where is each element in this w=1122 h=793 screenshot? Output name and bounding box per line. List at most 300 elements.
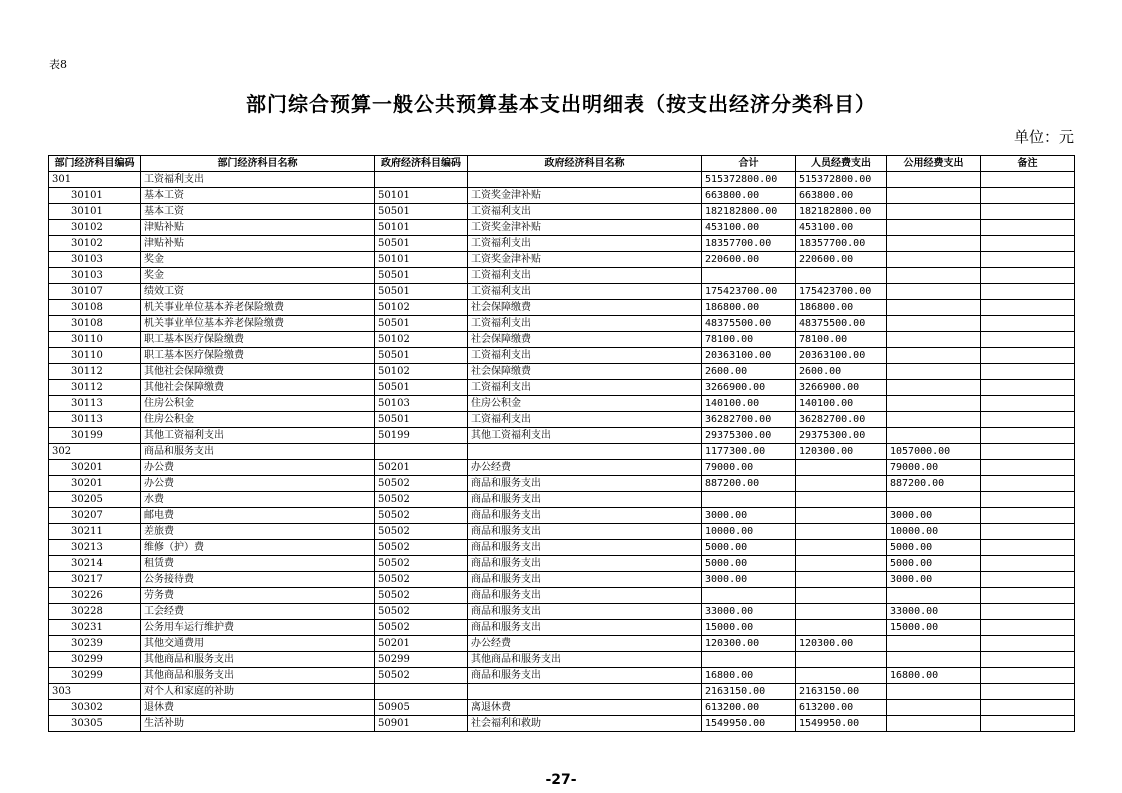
cell-public: [887, 700, 981, 716]
cell-personnel: [796, 556, 887, 572]
cell-dept-code: 30103: [49, 252, 141, 268]
cell-gov-name: [468, 172, 702, 188]
cell-public: 887200.00: [887, 476, 981, 492]
cell-gov-name: 工资福利支出: [468, 268, 702, 284]
table-row: [49, 268, 1075, 284]
table-row: [49, 588, 1075, 604]
sheet-label: 表8: [49, 58, 67, 71]
cell-public: 5000.00: [887, 540, 981, 556]
cell-public: [887, 204, 981, 220]
cell-gov-name: 商品和服务支出: [468, 540, 702, 556]
cell-gov-name: 工资福利支出: [468, 284, 702, 300]
table-row: [49, 668, 1075, 684]
cell-dept-name: 维修（护）费: [141, 540, 375, 556]
cell-public: [887, 364, 981, 380]
cell-dept-name: 劳务费: [141, 588, 375, 604]
table-row: [49, 700, 1075, 716]
cell-personnel: 78100.00: [796, 332, 887, 348]
cell-gov-code: 50502: [375, 620, 468, 636]
cell-dept-code: 30239: [49, 636, 141, 652]
cell-note: [981, 236, 1075, 252]
cell-dept-code: 30305: [49, 716, 141, 732]
cell-gov-code: 50502: [375, 540, 468, 556]
cell-gov-name: 办公经费: [468, 460, 702, 476]
cell-public: [887, 412, 981, 428]
table-row: [49, 572, 1075, 588]
column-header: 部门经济科目名称: [141, 156, 375, 172]
cell-gov-code: 50101: [375, 188, 468, 204]
cell-total: 175423700.00: [702, 284, 796, 300]
cell-total: 613200.00: [702, 700, 796, 716]
cell-gov-name: 工资福利支出: [468, 412, 702, 428]
cell-total: 78100.00: [702, 332, 796, 348]
cell-dept-name: 公务接待费: [141, 572, 375, 588]
cell-total: 48375500.00: [702, 316, 796, 332]
column-header: 部门经济科目编码: [49, 156, 141, 172]
cell-gov-code: 50101: [375, 252, 468, 268]
cell-gov-name: 商品和服务支出: [468, 620, 702, 636]
cell-personnel: [796, 620, 887, 636]
table-row: [49, 204, 1075, 220]
table-row: [49, 172, 1075, 188]
cell-dept-name: 其他社会保障缴费: [141, 380, 375, 396]
cell-personnel: 120300.00: [796, 444, 887, 460]
cell-gov-name: [468, 444, 702, 460]
table-body: [49, 172, 1075, 732]
column-header: 人员经费支出: [796, 156, 887, 172]
cell-total: [702, 588, 796, 604]
cell-gov-code: 50101: [375, 220, 468, 236]
cell-total: [702, 652, 796, 668]
cell-total: 3000.00: [702, 572, 796, 588]
cell-gov-code: 50501: [375, 348, 468, 364]
cell-dept-code: 30113: [49, 396, 141, 412]
cell-note: [981, 540, 1075, 556]
cell-total: 20363100.00: [702, 348, 796, 364]
table-row: [49, 604, 1075, 620]
cell-gov-code: 50501: [375, 316, 468, 332]
table-row: [49, 300, 1075, 316]
cell-public: [887, 636, 981, 652]
cell-public: 1057000.00: [887, 444, 981, 460]
cell-gov-name: 工资奖金津补贴: [468, 220, 702, 236]
cell-total: 453100.00: [702, 220, 796, 236]
cell-note: [981, 572, 1075, 588]
column-header: 政府经济科目编码: [375, 156, 468, 172]
cell-dept-code: 30112: [49, 380, 141, 396]
page-title: 部门综合预算一般公共预算基本支出明细表（按支出经济分类科目）: [246, 92, 876, 116]
cell-dept-name: 公务用车运行维护费: [141, 620, 375, 636]
table-row: [49, 284, 1075, 300]
cell-dept-code: 30211: [49, 524, 141, 540]
cell-dept-name: 基本工资: [141, 188, 375, 204]
table-row: [49, 508, 1075, 524]
cell-dept-name: 奖金: [141, 268, 375, 284]
cell-note: [981, 252, 1075, 268]
column-header: 合计: [702, 156, 796, 172]
cell-public: [887, 188, 981, 204]
unit-label: 单位：元: [1013, 128, 1074, 146]
cell-gov-name: 其他商品和服务支出: [468, 652, 702, 668]
cell-gov-code: 50501: [375, 380, 468, 396]
cell-dept-code: 30207: [49, 508, 141, 524]
cell-public: [887, 220, 981, 236]
cell-dept-code: 30228: [49, 604, 141, 620]
cell-total: 18357700.00: [702, 236, 796, 252]
cell-gov-code: 50299: [375, 652, 468, 668]
cell-personnel: [796, 604, 887, 620]
cell-personnel: [796, 492, 887, 508]
cell-public: [887, 316, 981, 332]
cell-dept-name: 其他商品和服务支出: [141, 668, 375, 684]
cell-note: [981, 460, 1075, 476]
table-row: [49, 348, 1075, 364]
cell-note: [981, 604, 1075, 620]
cell-dept-name: 职工基本医疗保险缴费: [141, 332, 375, 348]
cell-personnel: 175423700.00: [796, 284, 887, 300]
cell-note: [981, 364, 1075, 380]
cell-gov-code: 50199: [375, 428, 468, 444]
cell-dept-name: 其他商品和服务支出: [141, 652, 375, 668]
table-row: [49, 556, 1075, 572]
table-row: [49, 524, 1075, 540]
cell-gov-name: 工资奖金津补贴: [468, 252, 702, 268]
cell-public: 5000.00: [887, 556, 981, 572]
table-row: [49, 636, 1075, 652]
cell-total: 16800.00: [702, 668, 796, 684]
cell-personnel: [796, 524, 887, 540]
cell-dept-name: 其他工资福利支出: [141, 428, 375, 444]
cell-gov-name: 社会保障缴费: [468, 332, 702, 348]
table-row: [49, 396, 1075, 412]
cell-gov-name: 工资福利支出: [468, 348, 702, 364]
cell-dept-name: 办公费: [141, 460, 375, 476]
cell-dept-code: 30110: [49, 348, 141, 364]
cell-total: 5000.00: [702, 556, 796, 572]
cell-gov-name: 商品和服务支出: [468, 524, 702, 540]
cell-dept-name: 职工基本医疗保险缴费: [141, 348, 375, 364]
cell-gov-code: [375, 684, 468, 700]
cell-note: [981, 524, 1075, 540]
cell-gov-name: 离退休费: [468, 700, 702, 716]
cell-public: [887, 252, 981, 268]
cell-gov-code: 50201: [375, 460, 468, 476]
cell-dept-code: 30108: [49, 300, 141, 316]
cell-gov-code: 50501: [375, 204, 468, 220]
cell-public: 16800.00: [887, 668, 981, 684]
cell-total: 120300.00: [702, 636, 796, 652]
cell-public: [887, 716, 981, 732]
cell-total: 140100.00: [702, 396, 796, 412]
cell-gov-name: 商品和服务支出: [468, 604, 702, 620]
cell-gov-name: 社会保障缴费: [468, 300, 702, 316]
cell-gov-name: 商品和服务支出: [468, 476, 702, 492]
cell-note: [981, 428, 1075, 444]
cell-dept-code: 30101: [49, 204, 141, 220]
cell-note: [981, 700, 1075, 716]
cell-gov-code: 50502: [375, 588, 468, 604]
cell-dept-code: 303: [49, 684, 141, 700]
cell-gov-code: 50501: [375, 268, 468, 284]
cell-gov-code: 50905: [375, 700, 468, 716]
cell-gov-code: [375, 172, 468, 188]
table-row: [49, 652, 1075, 668]
cell-note: [981, 172, 1075, 188]
cell-dept-name: 津贴补贴: [141, 236, 375, 252]
cell-public: [887, 268, 981, 284]
cell-public: [887, 348, 981, 364]
cell-personnel: [796, 508, 887, 524]
cell-gov-code: 50502: [375, 668, 468, 684]
cell-total: 3266900.00: [702, 380, 796, 396]
cell-public: [887, 684, 981, 700]
cell-gov-name: 商品和服务支出: [468, 572, 702, 588]
cell-gov-name: 商品和服务支出: [468, 668, 702, 684]
cell-total: 15000.00: [702, 620, 796, 636]
cell-total: 1549950.00: [702, 716, 796, 732]
cell-dept-name: 奖金: [141, 252, 375, 268]
cell-dept-name: 其他交通费用: [141, 636, 375, 652]
cell-gov-code: 50502: [375, 556, 468, 572]
cell-dept-name: 工资福利支出: [141, 172, 375, 188]
cell-personnel: 613200.00: [796, 700, 887, 716]
cell-total: 182182800.00: [702, 204, 796, 220]
cell-note: [981, 716, 1075, 732]
cell-personnel: 220600.00: [796, 252, 887, 268]
cell-gov-code: 50502: [375, 572, 468, 588]
cell-public: [887, 300, 981, 316]
cell-personnel: 1549950.00: [796, 716, 887, 732]
cell-gov-name: 工资福利支出: [468, 236, 702, 252]
budget-table: [48, 155, 1075, 732]
cell-dept-code: 30101: [49, 188, 141, 204]
cell-public: 3000.00: [887, 508, 981, 524]
cell-public: [887, 380, 981, 396]
cell-public: [887, 284, 981, 300]
cell-dept-code: 30302: [49, 700, 141, 716]
table-row: [49, 412, 1075, 428]
cell-gov-name: 社会保障缴费: [468, 364, 702, 380]
cell-dept-code: 30102: [49, 220, 141, 236]
cell-gov-code: 50102: [375, 364, 468, 380]
cell-personnel: [796, 268, 887, 284]
cell-dept-name: 对个人和家庭的补助: [141, 684, 375, 700]
cell-note: [981, 492, 1075, 508]
cell-dept-name: 商品和服务支出: [141, 444, 375, 460]
cell-dept-code: 30213: [49, 540, 141, 556]
cell-total: 10000.00: [702, 524, 796, 540]
cell-gov-code: 50901: [375, 716, 468, 732]
cell-dept-code: 30299: [49, 652, 141, 668]
cell-dept-code: 30214: [49, 556, 141, 572]
cell-dept-name: 住房公积金: [141, 396, 375, 412]
cell-personnel: [796, 588, 887, 604]
cell-dept-name: 退休费: [141, 700, 375, 716]
column-header: 备注: [981, 156, 1075, 172]
cell-note: [981, 588, 1075, 604]
cell-dept-name: 办公费: [141, 476, 375, 492]
table-row: [49, 188, 1075, 204]
cell-personnel: 140100.00: [796, 396, 887, 412]
cell-dept-code: 30108: [49, 316, 141, 332]
cell-personnel: 120300.00: [796, 636, 887, 652]
cell-dept-code: 30201: [49, 476, 141, 492]
cell-personnel: 36282700.00: [796, 412, 887, 428]
cell-public: [887, 236, 981, 252]
cell-gov-code: 50102: [375, 332, 468, 348]
table-row: [49, 332, 1075, 348]
table-row: [49, 492, 1075, 508]
cell-dept-name: 机关事业单位基本养老保险缴费: [141, 316, 375, 332]
cell-gov-name: 工资奖金津补贴: [468, 188, 702, 204]
cell-gov-name: 商品和服务支出: [468, 508, 702, 524]
cell-dept-name: 工会经费: [141, 604, 375, 620]
cell-total: 2163150.00: [702, 684, 796, 700]
cell-total: 186800.00: [702, 300, 796, 316]
cell-gov-name: 其他工资福利支出: [468, 428, 702, 444]
cell-public: 10000.00: [887, 524, 981, 540]
cell-personnel: [796, 652, 887, 668]
table-row: [49, 620, 1075, 636]
cell-gov-name: 商品和服务支出: [468, 588, 702, 604]
table-row: [49, 220, 1075, 236]
cell-total: 663800.00: [702, 188, 796, 204]
cell-dept-code: 30201: [49, 460, 141, 476]
cell-total: 5000.00: [702, 540, 796, 556]
cell-dept-name: 差旅费: [141, 524, 375, 540]
cell-gov-name: 社会福利和救助: [468, 716, 702, 732]
table-row: [49, 460, 1075, 476]
cell-public: [887, 172, 981, 188]
table-row: [49, 380, 1075, 396]
cell-note: [981, 684, 1075, 700]
cell-dept-code: 30299: [49, 668, 141, 684]
cell-total: 33000.00: [702, 604, 796, 620]
cell-note: [981, 268, 1075, 284]
cell-dept-name: 基本工资: [141, 204, 375, 220]
cell-gov-code: 50502: [375, 524, 468, 540]
cell-note: [981, 476, 1075, 492]
cell-total: 3000.00: [702, 508, 796, 524]
cell-personnel: 515372800.00: [796, 172, 887, 188]
cell-note: [981, 300, 1075, 316]
cell-public: [887, 332, 981, 348]
cell-gov-code: 50502: [375, 492, 468, 508]
column-header: 公用经费支出: [887, 156, 981, 172]
cell-dept-name: 邮电费: [141, 508, 375, 524]
cell-note: [981, 380, 1075, 396]
table-row: [49, 428, 1075, 444]
table-row: [49, 444, 1075, 460]
cell-total: 2600.00: [702, 364, 796, 380]
cell-dept-code: 30217: [49, 572, 141, 588]
cell-personnel: 2163150.00: [796, 684, 887, 700]
table-row: [49, 236, 1075, 252]
cell-personnel: 453100.00: [796, 220, 887, 236]
cell-personnel: 2600.00: [796, 364, 887, 380]
cell-public: 33000.00: [887, 604, 981, 620]
cell-total: 1177300.00: [702, 444, 796, 460]
cell-dept-name: 津贴补贴: [141, 220, 375, 236]
cell-public: 79000.00: [887, 460, 981, 476]
table-header-row: [49, 156, 1075, 172]
cell-personnel: 20363100.00: [796, 348, 887, 364]
cell-note: [981, 188, 1075, 204]
cell-gov-code: 50502: [375, 508, 468, 524]
cell-dept-code: 302: [49, 444, 141, 460]
cell-note: [981, 284, 1075, 300]
cell-personnel: 48375500.00: [796, 316, 887, 332]
cell-personnel: [796, 668, 887, 684]
cell-note: [981, 556, 1075, 572]
cell-personnel: 182182800.00: [796, 204, 887, 220]
cell-gov-name: 工资福利支出: [468, 204, 702, 220]
cell-total: 515372800.00: [702, 172, 796, 188]
cell-note: [981, 636, 1075, 652]
cell-gov-code: 50201: [375, 636, 468, 652]
cell-personnel: 186800.00: [796, 300, 887, 316]
cell-dept-name: 生活补助: [141, 716, 375, 732]
cell-note: [981, 396, 1075, 412]
cell-personnel: 663800.00: [796, 188, 887, 204]
cell-note: [981, 620, 1075, 636]
cell-dept-code: 30112: [49, 364, 141, 380]
cell-total: [702, 268, 796, 284]
cell-gov-code: 50502: [375, 476, 468, 492]
table-row: [49, 716, 1075, 732]
page-number: -27-: [545, 772, 577, 788]
cell-gov-code: 50501: [375, 284, 468, 300]
cell-note: [981, 348, 1075, 364]
cell-dept-code: 30226: [49, 588, 141, 604]
cell-dept-name: 住房公积金: [141, 412, 375, 428]
cell-dept-code: 30205: [49, 492, 141, 508]
column-header: 政府经济科目名称: [468, 156, 702, 172]
cell-note: [981, 412, 1075, 428]
table-row: [49, 684, 1075, 700]
cell-note: [981, 316, 1075, 332]
table-row: [49, 540, 1075, 556]
cell-total: 29375300.00: [702, 428, 796, 444]
cell-gov-name: [468, 684, 702, 700]
cell-gov-name: 商品和服务支出: [468, 492, 702, 508]
cell-note: [981, 332, 1075, 348]
cell-total: 36282700.00: [702, 412, 796, 428]
cell-public: [887, 588, 981, 604]
cell-gov-name: 工资福利支出: [468, 316, 702, 332]
cell-dept-code: 30102: [49, 236, 141, 252]
cell-gov-code: 50502: [375, 604, 468, 620]
cell-note: [981, 204, 1075, 220]
cell-gov-code: 50103: [375, 396, 468, 412]
cell-dept-name: 机关事业单位基本养老保险缴费: [141, 300, 375, 316]
cell-public: [887, 428, 981, 444]
cell-personnel: 29375300.00: [796, 428, 887, 444]
cell-note: [981, 652, 1075, 668]
cell-total: 79000.00: [702, 460, 796, 476]
cell-gov-name: 工资福利支出: [468, 380, 702, 396]
cell-gov-code: 50501: [375, 412, 468, 428]
cell-personnel: [796, 540, 887, 556]
cell-public: 3000.00: [887, 572, 981, 588]
cell-dept-name: 其他社会保障缴费: [141, 364, 375, 380]
cell-dept-name: 水费: [141, 492, 375, 508]
cell-gov-code: 50501: [375, 236, 468, 252]
cell-dept-code: 30103: [49, 268, 141, 284]
cell-public: 15000.00: [887, 620, 981, 636]
table-row: [49, 476, 1075, 492]
cell-note: [981, 220, 1075, 236]
